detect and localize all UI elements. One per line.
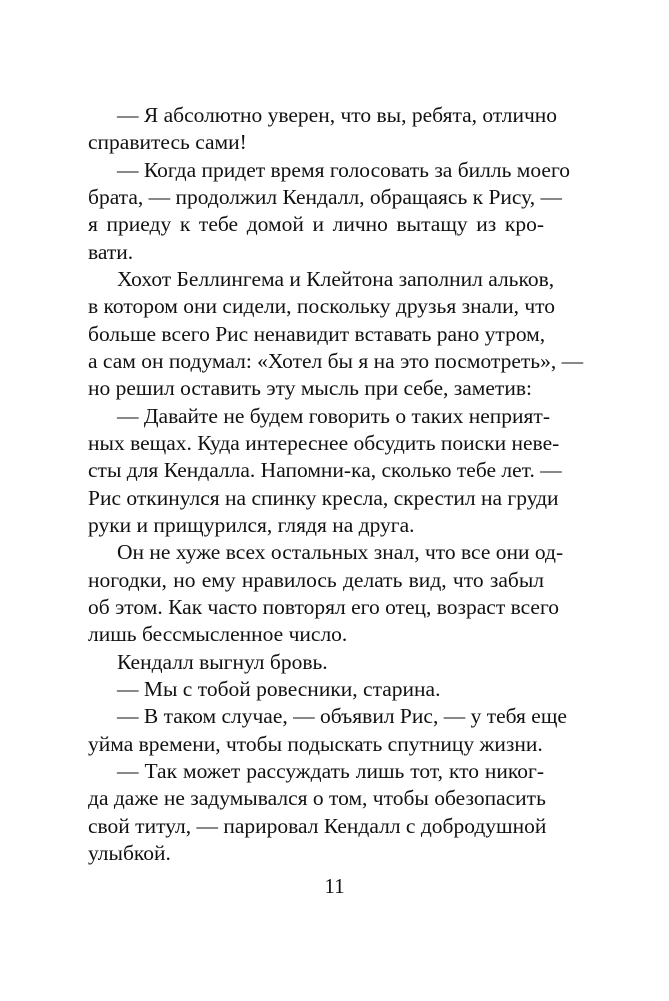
text-line: — Я абсолютно уверен, что вы, ребята, отлично [117,103,558,127]
text-line: Рис откинулся на спинку кресла, скрестил на груди [88,486,559,510]
text-line: Кендалл выгнул бровь. [117,650,328,674]
text-line: вати. [88,240,134,264]
text-line: да даже не задумывался о том, чтобы обезопасить [88,786,546,810]
text-line: — Когда придет время голосовать за билль моего [117,158,571,182]
text-line: об этом. Как часто повторял его отец, возраст всего [88,595,560,619]
text-line: в котором они сидели, поскольку друзья знали, что [88,294,555,318]
text-line: больше всего Рис ненавидит вставать рано утром, [88,322,546,346]
text-line: свой титул, — парировал Кендалл с добродушной [88,814,547,838]
text-line: а сам он подумал: «Хотел бы я на это посмотреть», — [88,349,584,373]
page-number: 11 [324,874,345,898]
text-line: сты для Кендалла. Напомни-ка, сколько тебе лет. — [88,458,562,482]
text-line: руки и прищурился, глядя на друга. [88,513,415,537]
text-line: но решил оставить эту мысль при себе, заметив: [88,376,532,400]
text-line: — Давайте не будем говорить о таких неприят- [117,404,550,428]
text-line: я приеду к тебе домой и лично вытащу из кро- [88,212,544,236]
text-line: справитесь сами! [88,130,247,154]
text-line: уйма времени, чтобы подыскать спутницу жизни. [88,732,543,756]
text-line: Хохот Беллингема и Клейтона заполнил альков, [117,267,555,291]
text-line: — В таком случае, — объявил Рис, — у тебя еще [117,704,567,728]
text-line: — Мы с тобой ровесники, старина. [117,677,441,701]
text-line: ных вещах. Куда интереснее обсудить поиски неве- [88,431,560,455]
text-line: ногодки, но ему нравилось делать вид, что забыл [88,568,544,592]
text-line: Он не хуже всех остальных знал, что все они од- [117,540,564,564]
text-line: улыбкой. [88,841,171,865]
text-line: лишь бессмысленное число. [88,622,348,646]
text-line: — Так может рассуждать лишь тот, кто никог- [117,759,544,783]
text-line: брата, — продолжил Кендалл, обращаясь к Рису, — [88,185,563,209]
